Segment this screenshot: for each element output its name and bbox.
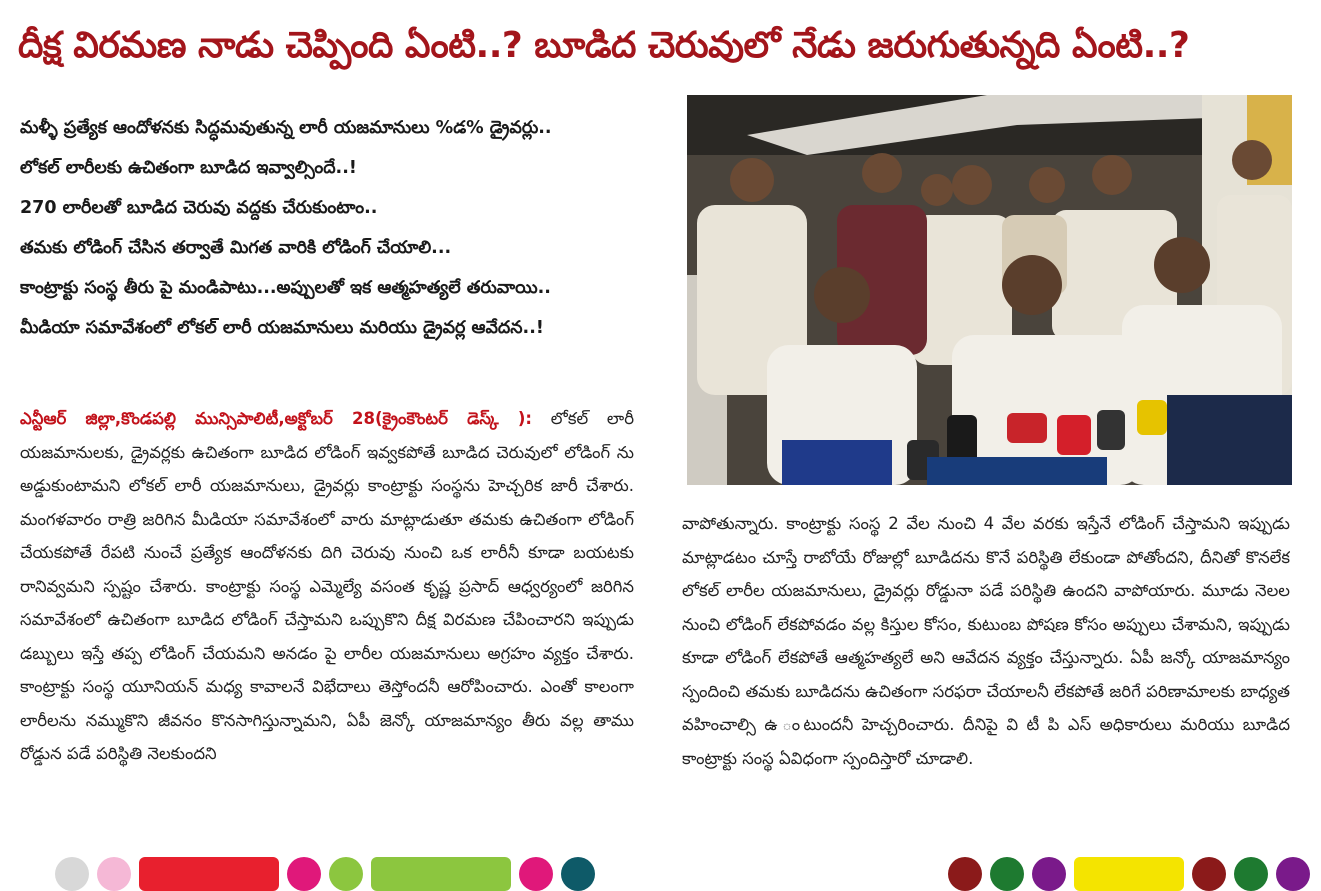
article-body-left [20, 402, 634, 838]
footer-dot [561, 857, 595, 891]
subhead: లోకల్ లారీలకు ఉచితంగా బూడిద ఇవ్వాల్సిందే..! [20, 158, 357, 178]
press-meet-photo [687, 95, 1292, 485]
subhead: కాంట్రాక్టు సంస్థ తీరు పై మండిపాటు...అప్పులతో ఇక ఆత్మహత్యలే తరువాయి.. [20, 278, 551, 298]
footer-dot [1234, 857, 1268, 891]
footer-dot [97, 857, 131, 891]
photo-illustration [687, 95, 1292, 485]
footer-dot [519, 857, 553, 891]
body-text-left: లోకల్ లారీ యజమానులకు, డ్రైవర్లకు ఉచితంగా బూడిద లోడింగ్ ఇవ్వకపోతే బూడిద చెరువులో లోడింగ్ ను అడ్డుకుంటామని లోకల్ లారీ యజమానులు, డ్రైవర్లు కాంట్రాక్టు సంస్థను హెచ్చరిక జారీ చేశారు. మంగళవారం రాత్రి జరిగిన మీడియా సమావేశంలో వారు మాట్లాడుతూ తమకు ఉచితంగా లోడింగ్ చేయకపోతే రేపటి నుంచే ప్రత్యేక ఆందోళనకు దిగి చెరువు నుంచి ఒక లారీనీ కూడా బయటకు రానివ్వమని స్పష్టం చేశారు. కాంట్రాక్టు సంస్థ ఎమ్మెల్యే వసంత కృష్ణ ప్రసాద్ ఆధ్వర్యంలో జరిగిన సమావేశంలో ఉచితంగా బూడిద లోడింగ్ చేస్తామని ఒప్పుకొని దీక్ష విరమణ చేపించారని ఇప్పుడు డబ్బులు ఇస్తే తప్ప లోడింగ్ చేయమని అనడం పై లారీల యజమానులు అగ్రహం వ్యక్తం చేశారు. కాంట్రాక్టు సంస్థ యూనియన్ మధ్య కావాలనే విభేదాలు తెస్తోందనీ ఆరోపించారు. ఎంతో కాలంగా లారీలను నమ్ముకొని జీవనం కొనసాగిస్తున్నామని, ఏపీ జెన్కో యాజమాన్యం తీరు వల్ల తాము రోడ్డున పడే పరిస్థితి నెలకుందని [20, 409, 634, 763]
dateline: ఎన్టీఆర్ జిల్లా,కొండపల్లి మున్సిపాలిటీ,అక్టోబర్ 28(క్రైంకౌంటర్ డెస్క్ ): [20, 409, 533, 428]
footer-dot [948, 857, 982, 891]
subhead: తమకు లోడింగ్ చేసిన తర్వాతే మిగత వారికి లోడింగ్ చేయాలి... [20, 238, 452, 258]
headline: దీక్ష విరమణ నాడు చెప్పింది ఏంటి..? బూడిద చెరువులో నేడు జరుగుతున్నది ఏంటి..? [18, 25, 1190, 66]
subhead: మీడియా సమావేశంలో లోకల్ లారీ యజమానులు మరియు డ్రైవర్ల ఆవేదన..! [20, 318, 544, 338]
footer-dot [139, 857, 279, 891]
footer-dot [1192, 857, 1226, 891]
footer-dot [1276, 857, 1310, 891]
footer-dot [287, 857, 321, 891]
footer-decoration-right [948, 857, 1310, 875]
footer-dot [329, 857, 363, 891]
subheads-list [20, 108, 660, 348]
footer-dot [371, 857, 511, 891]
footer-dot [1032, 857, 1066, 891]
subhead: మళ్ళీ ప్రత్యేక ఆందోళనకు సిద్ధమవుతున్న లారీ యజమానులు %డ% డ్రైవర్లు.. [20, 118, 552, 138]
subhead: 270 లారీలతో బూడిద చెరువు వద్దకు చేరుకుంటాం.. [20, 198, 378, 218]
footer-dot [55, 857, 89, 891]
footer-dot [990, 857, 1024, 891]
footer-decoration-left [55, 857, 595, 875]
article-body-right: వాపోతున్నారు. కాంట్రాక్టు సంస్థ 2 వేల నుంచి 4 వేల వరకు ఇస్తేనే లోడింగ్ చేస్తామని ఇప్పుడు మాట్లాడటం చూస్తే రాబోయే రోజుల్లో బూడిదను కొనే పరిస్థితి లేకుండా పోతోందని, దీనితో కొనలేక లోకల్ లారీల యజమానులు, డ్రైవర్లు రోడ్డునా పడే పరిస్థితి ఉందని వాపోయారు. మూడు నెలల నుంచి లోడింగ్ లేకపోవడం వల్ల కిస్తుల కోసం, కుటుంబ పోషణ కోసం అప్పులు చేశామని, ఇప్పుడు కూడా లోడింగ్ లేకపోతే ఆత్మహత్యలే అని ఆవేదన వ్యక్తం చేస్తున్నారు. ఏపీ జన్కో యాజమాన్యం స్పందించి తమకు బూడిదను ఉచితంగా సరఫరా చేయాలనీ లేకపోతే జరిగే పరిణామాలకు బాధ్యత వహించాల్సి ఉ ంటుందనీ హెచ్చరించారు. దీనిపై వి టీ పి ఎస్ అధికారులు మరియు బూడిద కాంట్రాక్టు సంస్థ ఏవిధంగా స్పందిస్తారో చూడాలి. [682, 514, 1290, 768]
footer-dot [1074, 857, 1184, 891]
